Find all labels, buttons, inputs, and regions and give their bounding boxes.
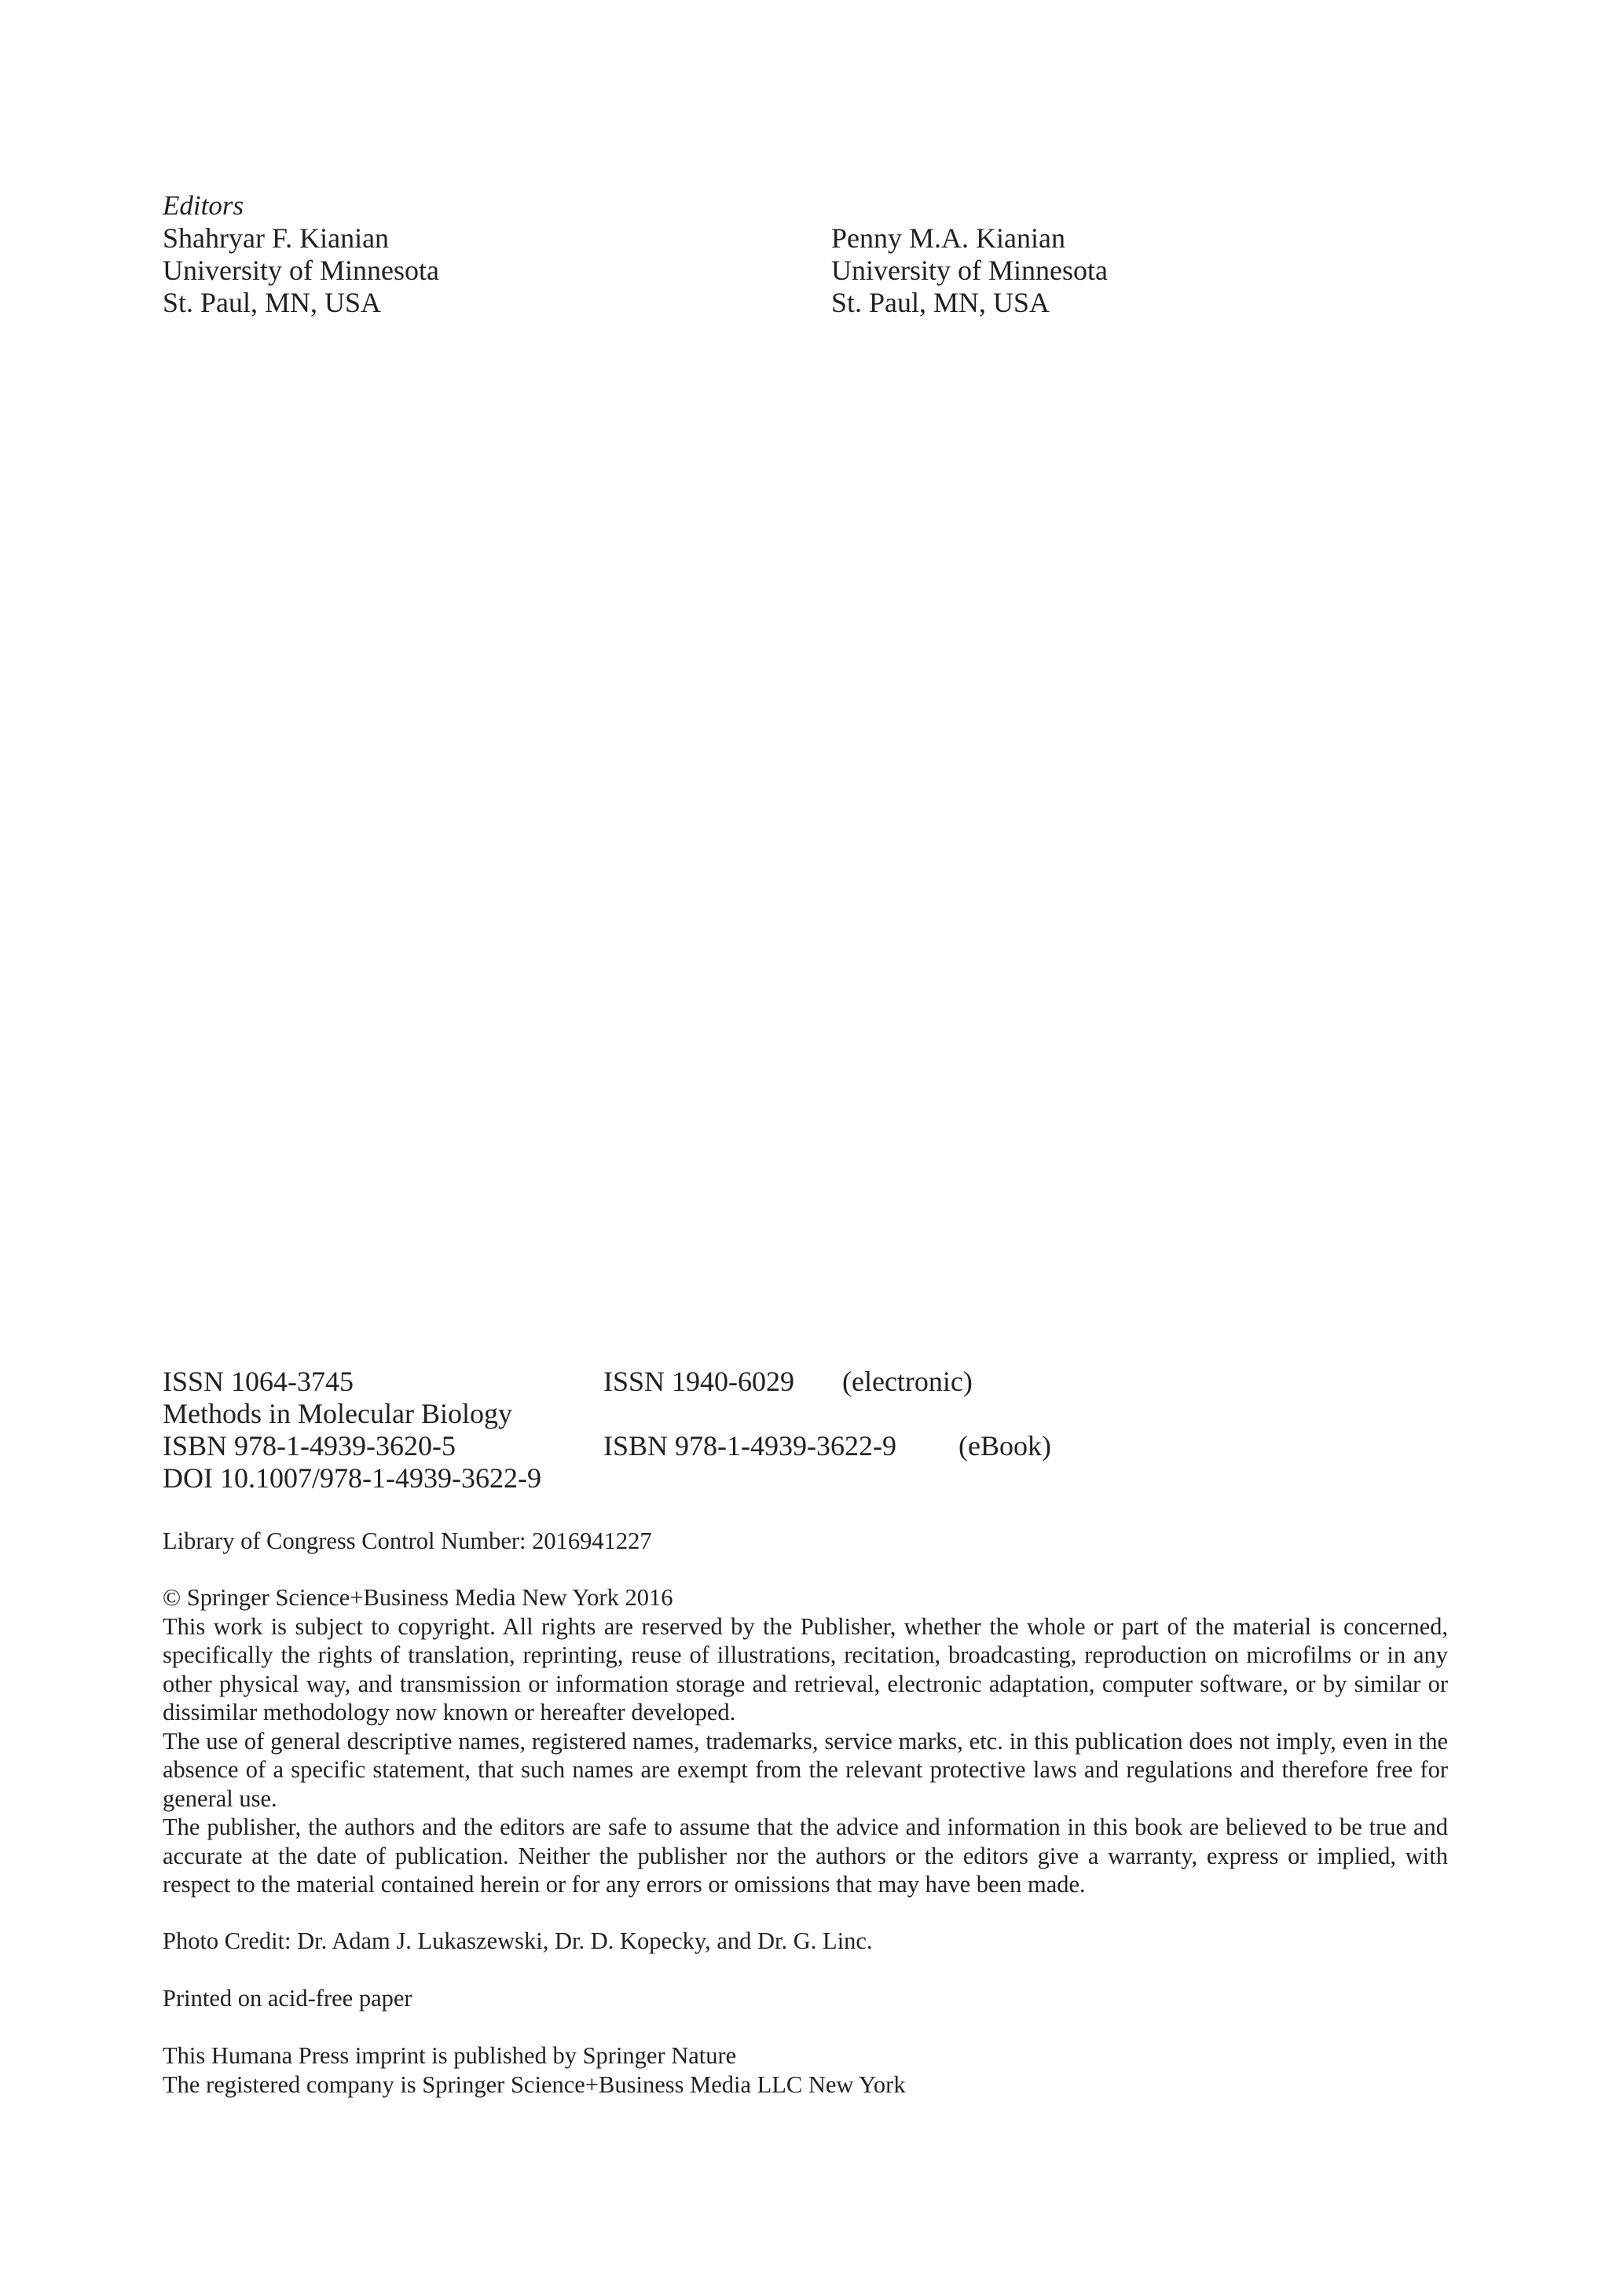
copyright-paragraph-2: The use of general descriptive names, registered names, trademarks, service marks, etc. in this publication does not imply, even in the absence of a specific statement, that such names are exempt from the relevant protective laws and regulations and therefore free for general use.: [163, 1727, 1448, 1812]
isbn-ebook-note: (eBook): [958, 1430, 1051, 1462]
photo-credit: Photo Credit: Dr. Adam J. Lukaszewski, Dr. D. Kopecky, and Dr. G. Linc.: [163, 1927, 873, 1954]
lccn-line: [163, 1527, 1448, 1556]
doi: DOI 10.1007/978-1-4939-3622-9: [163, 1462, 541, 1494]
paper-note: Printed on acid-free paper: [163, 1985, 412, 2012]
paper-note-block: [163, 1984, 1448, 2013]
copyright-paragraph-3: The publisher, the authors and the editors are safe to assume that the advice and information in this book are believed to be true and accurate at the date of publication. Neither the publisher nor the authors or the editors give a warranty, express or implied, with respect to the material contained herein or for any errors or omissions that may have been made.: [163, 1814, 1448, 1898]
series-title: Methods in Molecular Biology: [163, 1398, 512, 1429]
publisher-line-1: This Humana Press imprint is published by Springer Nature: [163, 2042, 737, 2069]
copyright-line: © Springer Science+Business Media New York 2016: [163, 1584, 673, 1611]
editor-name: Penny M.A. Kianian: [831, 222, 1065, 254]
photo-credit-block: [163, 1927, 1448, 1956]
editor-left: [163, 222, 439, 319]
issn-electronic-note: (electronic): [842, 1366, 973, 1397]
copyright-paragraph-1: This work is subject to copyright. All rights are reserved by the Publisher, whether the whole or part of the material is concerned, specifically the rights of translation, reprinting, reuse of illustrations, recitation, broadcasting, reproduction on microfilms or in any other physical way, and transmission or information storage and retrieval, electronic adaptation, computer software, or by similar or dissimilar methodology now known or hereafter developed.: [163, 1612, 1448, 1726]
editor-location: St. Paul, MN, USA: [831, 287, 1050, 318]
isbn-ebook: ISBN 978-1-4939-3622-9: [603, 1430, 896, 1462]
publisher-block: [163, 2041, 1448, 2099]
isbn-print: ISBN 978-1-4939-3620-5: [163, 1430, 456, 1462]
lccn: Library of Congress Control Number: 2016941227: [163, 1528, 652, 1554]
editor-name: Shahryar F. Kianian: [163, 222, 390, 254]
issn-electronic: ISSN 1940-6029: [603, 1366, 795, 1397]
copyright-block: [163, 1583, 1448, 1899]
editor-location: St. Paul, MN, USA: [163, 287, 382, 318]
editor-affiliation: University of Minnesota: [831, 255, 1108, 286]
editors-heading: Editors: [163, 190, 244, 221]
editor-right: [831, 222, 1108, 319]
issn-print: ISSN 1064-3745: [163, 1366, 354, 1397]
publisher-line-2: The registered company is Springer Science+Business Media LLC New York: [163, 2070, 906, 2098]
editor-affiliation: University of Minnesota: [163, 255, 439, 286]
